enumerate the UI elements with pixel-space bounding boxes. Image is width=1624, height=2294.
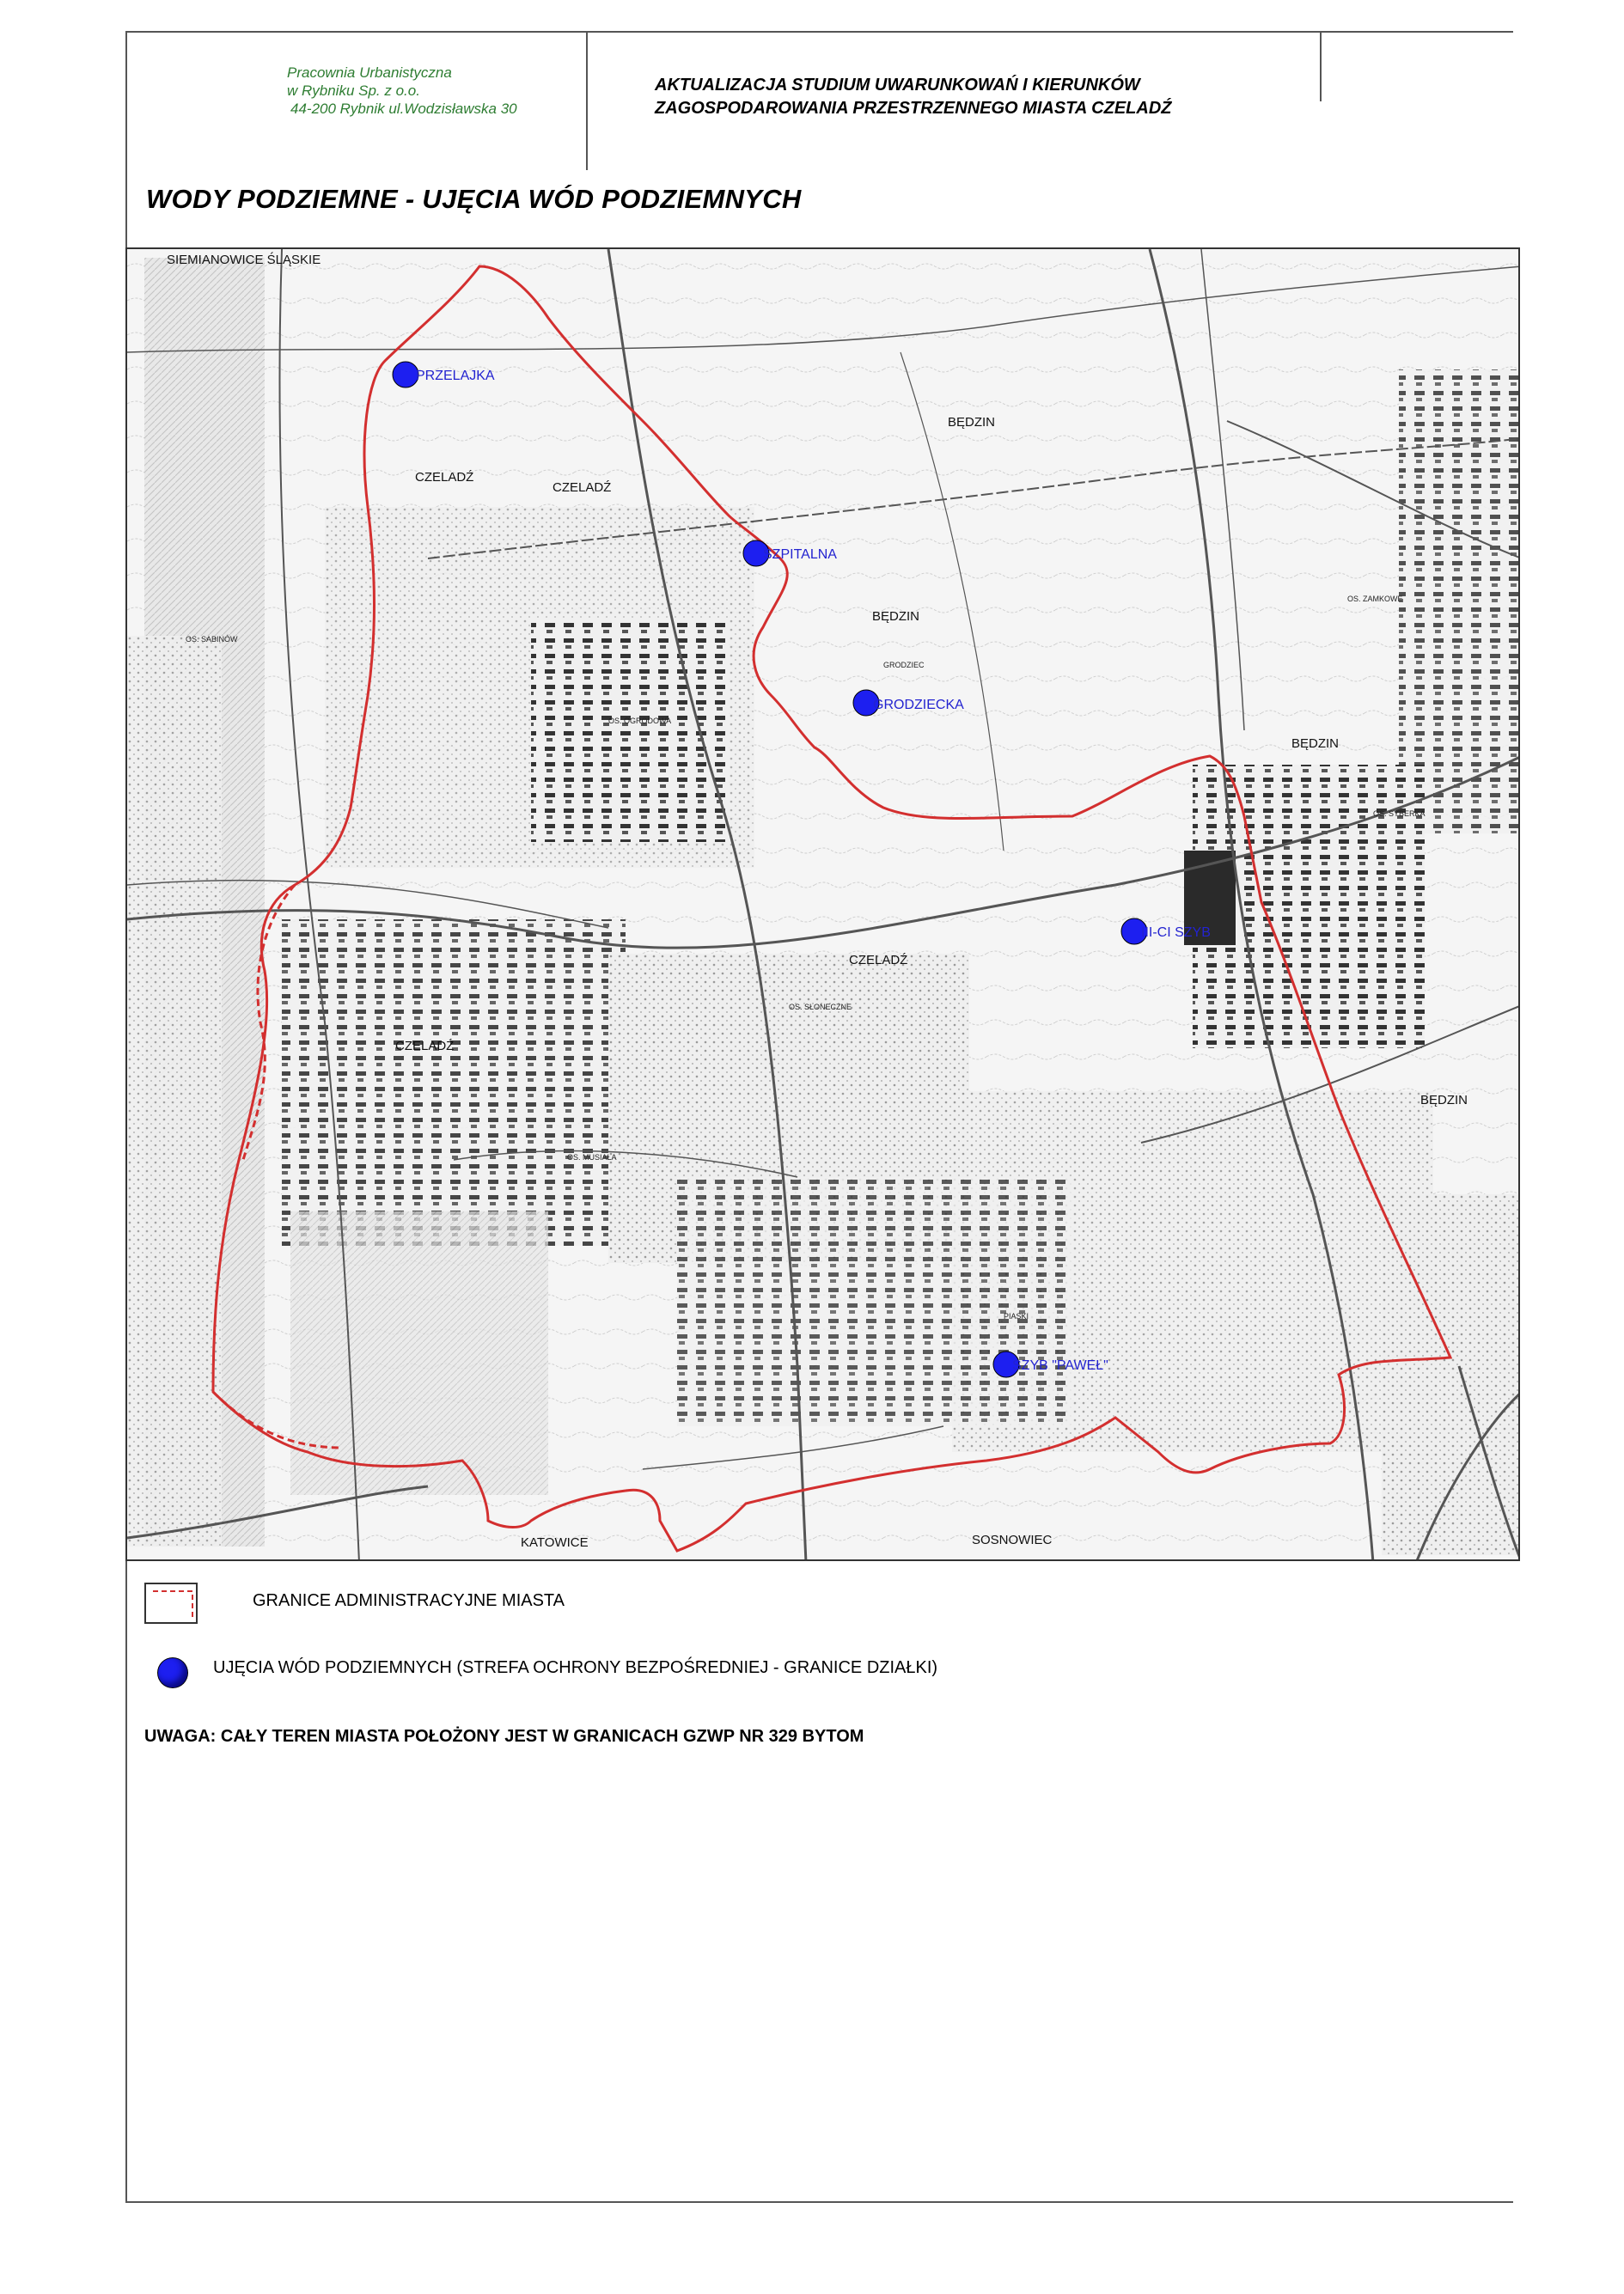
small-label: OS. MUSIAŁA: [567, 1153, 617, 1162]
map-title: WODY PODZIEMNE - UJĘCIA WÓD PODZIEMNYCH: [146, 184, 802, 214]
small-label: PIASKI: [1004, 1312, 1029, 1321]
map-panel: [125, 247, 1520, 1561]
well-label: SZYB "PAWEŁ": [1012, 1358, 1108, 1373]
place-label: BĘDZIN: [948, 415, 996, 430]
small-label: OS. ZAMKOWE: [1347, 595, 1403, 603]
company-name: Pracownia Urbanistyczna: [287, 64, 452, 81]
place-label: BĘDZIN: [1291, 736, 1340, 751]
place-label: KATOWICE: [521, 1535, 589, 1550]
page-frame-top: [125, 31, 1513, 33]
legend-boundary-symbol: [144, 1583, 198, 1624]
admin-boundary-icon: [146, 1584, 199, 1626]
study-title-line2: ZAGOSPODAROWANIA PRZESTRZENNEGO MIASTA CZELADŹ: [655, 99, 1172, 118]
legend-label-boundary: GRANICE ADMINISTRACYJNE MIASTA: [253, 1591, 565, 1610]
header-divider: [586, 31, 588, 170]
map-canvas: [127, 249, 1520, 1561]
company-info: [287, 64, 517, 118]
place-label: CZELADŹ: [415, 470, 474, 485]
study-title-line1: AKTUALIZACJA STUDIUM UWARUNKOWAŃ I KIERUNKÓW: [655, 76, 1140, 95]
place-label: SOSNOWIEC: [972, 1533, 1053, 1547]
study-title: [655, 74, 1171, 120]
small-label: OS. OGRODOWA: [608, 717, 672, 725]
legend-label-wells: UJĘCIA WÓD PODZIEMNYCH (STREFA OCHRONY BEZPOŚREDNIEJ - GRANICE DZIAŁKI): [213, 1658, 938, 1677]
place-label: CZELADŹ: [395, 1039, 455, 1053]
note-text: UWAGA: CAŁY TEREN MIASTA POŁOŻONY JEST W GRANICACH GZWP NR 329 BYTOM: [144, 1727, 864, 1746]
small-label: OS. SYBERKA: [1373, 809, 1426, 818]
small-label: GRODZIEC: [883, 661, 925, 669]
groundwater-intake-icon: [158, 1658, 187, 1687]
place-label: BĘDZIN: [872, 609, 920, 624]
well-label: SZPITALNA: [763, 547, 837, 562]
well-label: III-CI SZYB: [1141, 925, 1211, 940]
company-address: 44-200 Rybnik ul.Wodzisławska 30: [290, 101, 517, 117]
place-label: CZELADŹ: [553, 480, 612, 495]
page-frame-bottom: [125, 2201, 1513, 2203]
place-label: CZELADŹ: [849, 953, 908, 967]
header-divider-right: [1320, 31, 1322, 101]
place-label: BĘDZIN: [1420, 1093, 1468, 1107]
well-label: PRZELAJKA: [416, 369, 495, 383]
well-marker[interactable]: [393, 362, 418, 387]
company-line2: w Rybniku Sp. z o.o.: [287, 82, 420, 99]
well-label: GRODZIECKA: [873, 698, 964, 712]
small-label: OS. SŁONECZNE: [789, 1003, 852, 1011]
small-label: OS. SABINÓW: [186, 635, 238, 644]
place-label: SIEMIANOWICE ŚLĄSKIE: [167, 253, 321, 267]
